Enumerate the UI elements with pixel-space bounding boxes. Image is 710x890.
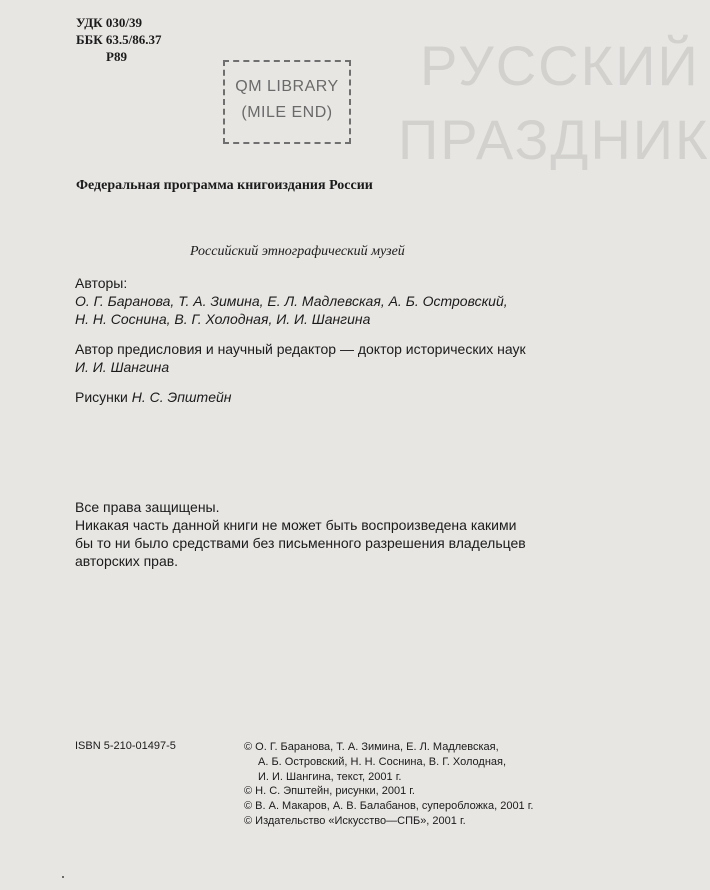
- bleed-through-text-line-2: ПРАЗДНИК: [398, 108, 710, 171]
- isbn-number: ISBN 5-210-01497-5: [75, 740, 176, 752]
- editor-block: [75, 340, 526, 376]
- paper-speck: [62, 876, 64, 878]
- stamp-line-1: QM LIBRARY: [235, 78, 339, 95]
- publishing-program: Федеральная программа книгоиздания России: [76, 178, 373, 193]
- rights-notice: [75, 498, 526, 570]
- editor-label: Автор предисловия и научный редактор — доктор исторических наук: [75, 341, 526, 357]
- authors-label: Авторы:: [75, 275, 128, 291]
- rights-line-3: бы то ни было средствами без письменного разрешения владельцев: [75, 535, 526, 551]
- rights-line-4: авторских прав.: [75, 553, 179, 569]
- author-sign: Р89: [106, 49, 127, 64]
- museum-name: Российский этнографический музей: [190, 244, 405, 259]
- library-stamp: [223, 60, 351, 144]
- drawings-block: [75, 388, 232, 406]
- stamp-line-2: (MILE END): [241, 104, 333, 121]
- editor-name: И. И. Шангина: [75, 359, 170, 375]
- authors-line-1: О. Г. Баранова, Т. А. Зимина, Е. Л. Мадлевская, А. Б. Островский,: [75, 293, 508, 309]
- copyright-block: [244, 740, 533, 829]
- authors-block: [75, 274, 508, 328]
- udk-code: УДК 030/39: [76, 15, 142, 30]
- classification-codes: [76, 14, 161, 65]
- copyright-line: © О. Г. Баранова, Т. А. Зимина, Е. Л. Мадлевская,: [244, 741, 499, 753]
- copyright-line: © Издательство «Искусство—СПБ», 2001 г.: [244, 814, 466, 827]
- rights-line-1: Все права защищены.: [75, 499, 220, 515]
- drawings-label: Рисунки: [75, 389, 128, 405]
- copyright-line: © В. А. Макаров, А. В. Балабанов, суперобложка, 2001 г.: [244, 800, 534, 813]
- authors-line-2: Н. Н. Соснина, В. Г. Холодная, И. И. Шангина: [75, 311, 371, 327]
- copyright-line: И. И. Шангина, текст, 2001 г.: [258, 770, 402, 783]
- copyright-line: А. Б. Островский, Н. Н. Соснина, В. Г. Холодная,: [258, 755, 507, 768]
- drawings-artist: Н. С. Эпштейн: [131, 389, 232, 405]
- bbk-code: ББК 63.5/86.37: [76, 32, 162, 47]
- rights-line-2: Никакая часть данной книги не может быть воспроизведена какими: [75, 517, 517, 533]
- bleed-through-text-line-1: РУССКИЙ: [420, 34, 700, 97]
- copyright-line: © Н. С. Эпштейн, рисунки, 2001 г.: [244, 785, 415, 798]
